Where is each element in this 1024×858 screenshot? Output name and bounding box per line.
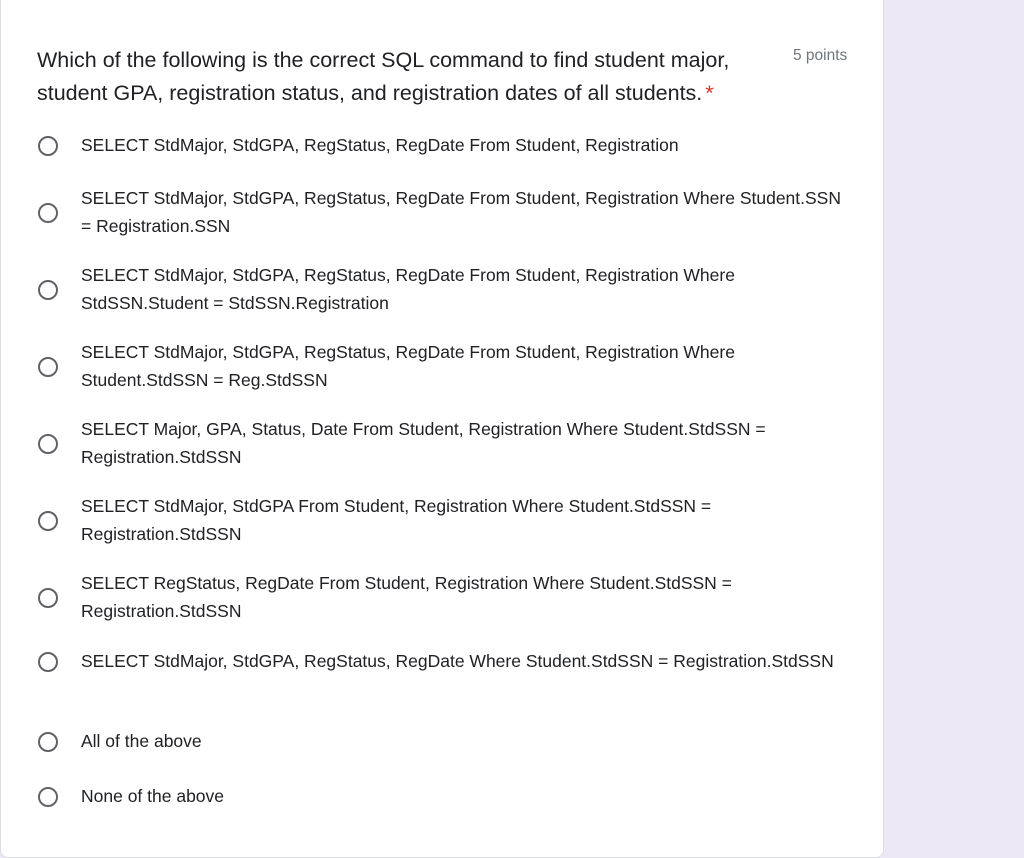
radio-button[interactable] <box>38 787 58 807</box>
option-10[interactable] <box>37 783 847 811</box>
option-label: None of the above <box>81 786 225 806</box>
radio-button[interactable] <box>38 280 58 300</box>
option-7[interactable] <box>37 570 847 625</box>
option-9[interactable] <box>37 728 847 756</box>
option-4[interactable] <box>37 339 847 394</box>
option-8[interactable] <box>37 648 847 676</box>
option-label: SELECT StdMajor, StdGPA From Student, Registration Where Student.StdSSN = Registration.StdSSN <box>81 496 712 544</box>
radio-button[interactable] <box>38 511 58 531</box>
radio-button[interactable] <box>38 588 58 608</box>
question-header <box>37 44 857 110</box>
option-2[interactable] <box>37 185 847 240</box>
radio-button[interactable] <box>38 732 58 752</box>
option-label: SELECT StdMajor, StdGPA, RegStatus, RegDate From Student, Registration Where StdSSN.Student = StdSSN.Registration <box>81 265 735 313</box>
question-title <box>37 44 782 110</box>
radio-button[interactable] <box>38 203 58 223</box>
points-label: 5 points <box>793 47 848 64</box>
radio-button[interactable] <box>38 434 58 454</box>
option-3[interactable] <box>37 262 847 317</box>
radio-button[interactable] <box>38 652 58 672</box>
required-asterisk: * <box>705 81 714 105</box>
radio-button[interactable] <box>38 357 58 377</box>
option-label: SELECT Major, GPA, Status, Date From Student, Registration Where Student.StdSSN = Registration.StdSSN <box>81 419 766 467</box>
radio-button[interactable] <box>38 136 58 156</box>
option-label: SELECT RegStatus, RegDate From Student, Registration Where Student.StdSSN = Registration.StdSSN <box>81 573 732 621</box>
option-label: All of the above <box>81 731 202 751</box>
option-label: SELECT StdMajor, StdGPA, RegStatus, RegDate From Student, Registration Where Student.StdSSN = Reg.StdSSN <box>81 342 735 390</box>
option-label: SELECT StdMajor, StdGPA, RegStatus, RegDate Where Student.StdSSN = Registration.StdSSN <box>81 651 834 671</box>
option-label: SELECT StdMajor, StdGPA, RegStatus, RegDate From Student, Registration Where Student.SSN = Registration.SSN <box>81 188 841 236</box>
option-1[interactable] <box>37 132 847 160</box>
question-title-text: Which of the following is the correct SQL command to find student major, student GPA, registration status, and registration dates of all students. <box>37 48 730 105</box>
option-6[interactable] <box>37 493 847 548</box>
option-label: SELECT StdMajor, StdGPA, RegStatus, RegDate From Student, Registration <box>81 135 679 155</box>
option-5[interactable] <box>37 416 847 471</box>
